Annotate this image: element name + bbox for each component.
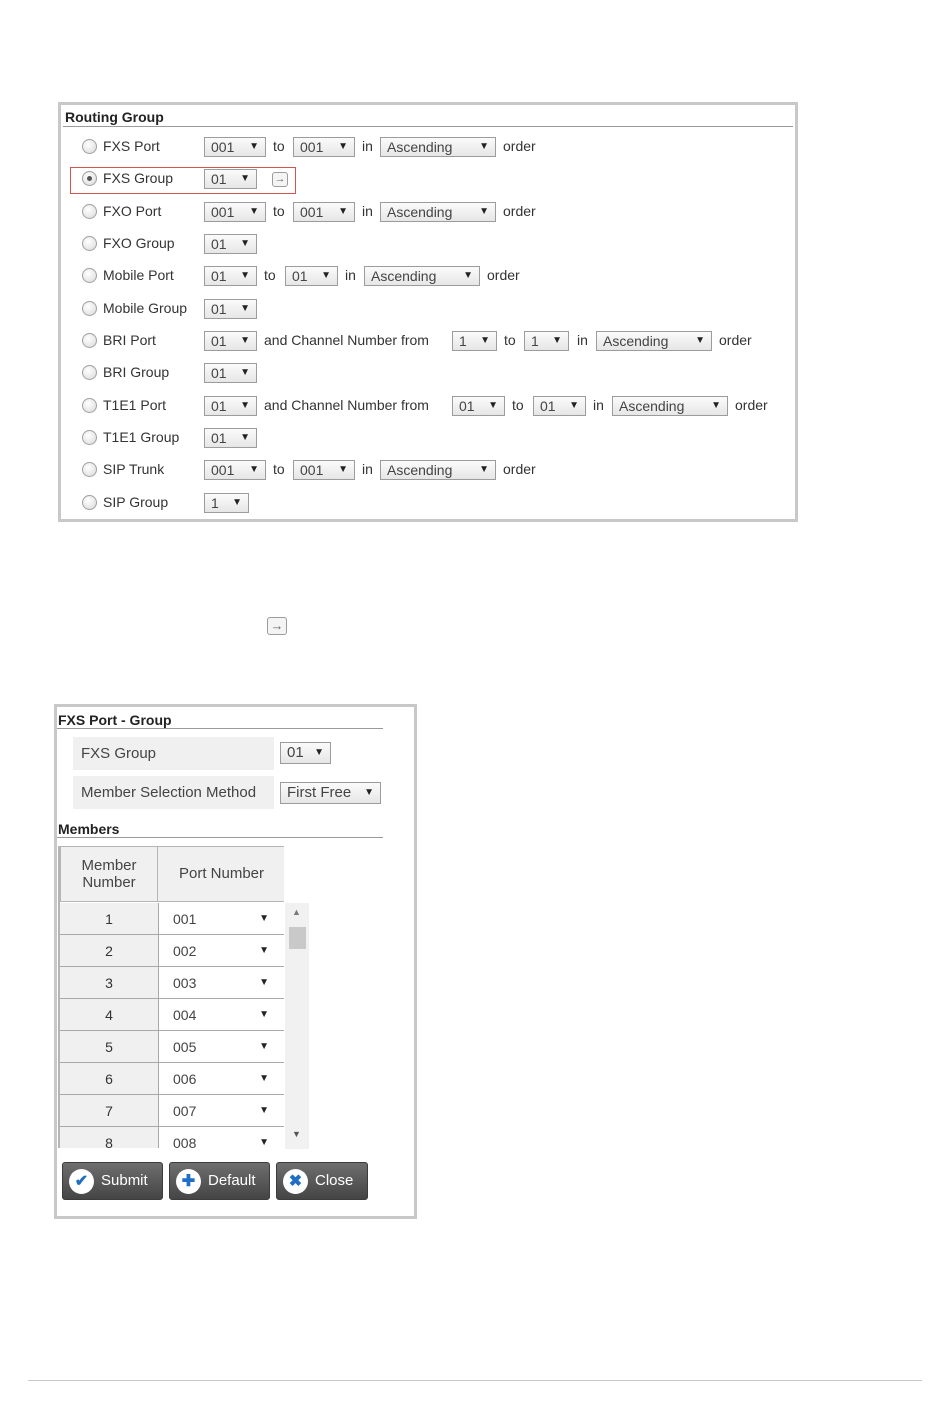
member-number: 4 (60, 999, 158, 1031)
to-text: to (273, 203, 285, 219)
chevron-down-icon: ▼ (232, 497, 242, 508)
to-port-select[interactable]: 01 ▼ (285, 266, 338, 286)
chevron-down-icon: ▼ (240, 270, 250, 281)
mobile-group-select[interactable]: 01 ▼ (204, 299, 257, 319)
routing-row-fxs-group (61, 168, 795, 190)
members-scrollbar[interactable] (285, 903, 309, 1149)
close-button[interactable] (276, 1162, 368, 1200)
routing-label: BRI Port (103, 332, 156, 348)
table-row (60, 935, 284, 967)
table-row (60, 1063, 284, 1095)
fxs-port-group-dialog (54, 704, 417, 1219)
routing-row-sip-group (61, 492, 795, 514)
order-select[interactable]: Ascending ▼ (380, 202, 496, 222)
dialog-title: FXS Port - Group (58, 712, 172, 728)
chevron-down-icon: ▼ (240, 400, 250, 411)
chevron-down-icon: ▼ (249, 464, 259, 475)
chevron-down-icon: ▼ (240, 432, 250, 443)
chevron-down-icon: ▼ (711, 400, 721, 411)
to-text: to (504, 332, 516, 348)
from-port-select[interactable]: 001 ▼ (204, 137, 266, 157)
chevron-down-icon: ▼ (488, 400, 498, 411)
scroll-down-arrow-icon[interactable]: ▼ (292, 1129, 301, 1139)
routing-row-mobile-group (61, 298, 795, 320)
routing-row-bri-group (61, 362, 795, 384)
default-label: Default (208, 1172, 256, 1189)
members-table (58, 846, 284, 1148)
routing-row-t1e1-group (61, 427, 795, 449)
to-text: to (273, 461, 285, 477)
to-text: to (512, 397, 524, 413)
routing-label: FXO Group (103, 235, 175, 251)
chevron-down-icon: ▼ (479, 141, 489, 152)
radio-fxs-group[interactable] (82, 171, 97, 186)
table-row (60, 1127, 284, 1148)
order-text: order (503, 203, 536, 219)
member-number: 8 (60, 1127, 158, 1148)
chevron-down-icon: ▼ (240, 303, 250, 314)
t1e1-group-select[interactable]: 01 ▼ (204, 428, 257, 448)
chevron-down-icon: ▼ (463, 270, 473, 281)
channel-number-text: and Channel Number from (264, 332, 429, 348)
order-select[interactable]: Ascending ▼ (380, 137, 496, 157)
chevron-down-icon: ▼ (338, 141, 348, 152)
chevron-down-icon: ▼ (240, 173, 250, 184)
chevron-down-icon: ▼ (338, 206, 348, 217)
fxs-group-select[interactable]: 01 ▼ (204, 169, 257, 189)
routing-label: SIP Trunk (103, 461, 165, 477)
close-icon: ✖ (283, 1169, 308, 1194)
chevron-down-icon: ▼ (259, 913, 269, 924)
submit-button[interactable] (62, 1162, 163, 1200)
radio-fxs-port[interactable] (82, 139, 97, 154)
routing-label: Mobile Group (103, 300, 188, 316)
chevron-down-icon: ▼ (249, 206, 259, 217)
in-text: in (577, 332, 588, 348)
port-number-select[interactable]: 006 ▼ (158, 1063, 284, 1095)
radio-bri-group[interactable] (82, 365, 97, 380)
in-text: in (362, 461, 373, 477)
radio-sip-trunk[interactable] (82, 462, 97, 477)
port-number-select[interactable]: 002 ▼ (158, 935, 284, 967)
in-text: in (345, 267, 356, 283)
chevron-down-icon: ▼ (552, 335, 562, 346)
chevron-down-icon: ▼ (480, 335, 490, 346)
chevron-down-icon: ▼ (240, 335, 250, 346)
bri-port-select[interactable]: 01 ▼ (204, 331, 257, 351)
radio-mobile-group[interactable] (82, 301, 97, 316)
routing-group-panel (58, 102, 798, 522)
chevron-down-icon: ▼ (259, 977, 269, 988)
member-number: 7 (60, 1095, 158, 1127)
chevron-down-icon: ▼ (338, 464, 348, 475)
channel-from-select[interactable]: 1 ▼ (452, 331, 497, 351)
default-settings-icon: ✚ (176, 1169, 201, 1194)
routing-label: T1E1 Group (103, 429, 180, 445)
t1e1-port-select[interactable]: 01 ▼ (204, 396, 257, 416)
order-select[interactable]: Ascending ▼ (596, 331, 712, 351)
member-selection-method-label: Member Selection Method (73, 776, 274, 809)
fxs-group-label: FXS Group (73, 737, 274, 770)
routing-label: FXS Port (103, 138, 160, 154)
order-select[interactable]: Ascending ▼ (364, 266, 480, 286)
radio-bri-port[interactable] (82, 333, 97, 348)
table-row (60, 967, 284, 999)
from-port-select[interactable]: 001 ▼ (204, 202, 266, 222)
close-label: Close (315, 1172, 354, 1189)
radio-fxo-group[interactable] (82, 236, 97, 251)
chevron-down-icon: ▼ (240, 238, 250, 249)
order-text: order (503, 461, 536, 477)
submit-label: Submit (101, 1172, 148, 1189)
routing-group-title: Routing Group (65, 109, 164, 125)
order-select[interactable]: Ascending ▼ (380, 460, 496, 480)
routing-row-mobile-port (61, 265, 795, 287)
title-divider (57, 728, 383, 729)
to-trunk-select[interactable]: 001 ▼ (293, 460, 355, 480)
member-number: 6 (60, 1063, 158, 1095)
radio-mobile-port[interactable] (82, 268, 97, 283)
members-divider (57, 837, 383, 838)
radio-sip-group[interactable] (82, 495, 97, 510)
radio-t1e1-group[interactable] (82, 430, 97, 445)
routing-label: SIP Group (103, 494, 169, 510)
member-number: 5 (60, 1031, 158, 1063)
routing-label: T1E1 Port (103, 397, 167, 413)
port-number-select[interactable]: 008 ▼ (158, 1127, 284, 1148)
chevron-down-icon: ▼ (321, 270, 331, 281)
routing-label: FXO Port (103, 203, 162, 219)
chevron-down-icon: ▼ (259, 1009, 269, 1020)
routing-label: FXS Group (103, 170, 174, 186)
routing-label: Mobile Port (103, 267, 174, 283)
order-text: order (487, 267, 520, 283)
scrollbar-thumb[interactable] (289, 927, 306, 949)
member-number: 3 (60, 967, 158, 999)
routing-row-fxo-port (61, 201, 795, 223)
routing-row-bri-port (61, 330, 795, 352)
in-text: in (362, 138, 373, 154)
radio-t1e1-port[interactable] (82, 398, 97, 413)
routing-row-fxo-group (61, 233, 795, 255)
column-header-member-number: Member Number (60, 846, 158, 902)
chevron-down-icon: ▼ (314, 747, 324, 758)
chevron-down-icon: ▼ (259, 1073, 269, 1084)
port-number-select[interactable]: 005 ▼ (158, 1031, 284, 1063)
chevron-down-icon: ▼ (240, 367, 250, 378)
in-text: in (593, 397, 604, 413)
chevron-down-icon: ▼ (479, 206, 489, 217)
chevron-down-icon: ▼ (249, 141, 259, 152)
table-row (60, 903, 284, 935)
table-row (60, 1095, 284, 1127)
member-number: 1 (60, 903, 158, 935)
to-port-select[interactable]: 001 ▼ (293, 137, 355, 157)
sip-group-select[interactable]: 1 ▼ (204, 493, 249, 513)
channel-to-select[interactable]: 1 ▼ (524, 331, 569, 351)
member-number: 2 (60, 935, 158, 967)
to-text: to (264, 267, 276, 283)
order-text: order (735, 397, 768, 413)
table-row (60, 999, 284, 1031)
table-row (60, 1031, 284, 1063)
routing-label: BRI Group (103, 364, 170, 380)
arrow-right-icon: → (267, 617, 287, 635)
chevron-down-icon: ▼ (479, 464, 489, 475)
port-number-select[interactable]: 004 ▼ (158, 999, 284, 1031)
checkmark-icon: ✔ (69, 1169, 94, 1194)
chevron-down-icon: ▼ (259, 1041, 269, 1052)
fxo-group-select[interactable]: 01 ▼ (204, 234, 257, 254)
chevron-down-icon: ▼ (259, 945, 269, 956)
page-footer-divider (28, 1380, 922, 1381)
chevron-down-icon: ▼ (259, 1105, 269, 1116)
port-number-select[interactable]: 003 ▼ (158, 967, 284, 999)
port-number-select[interactable]: 007 ▼ (158, 1095, 284, 1127)
chevron-down-icon: ▼ (569, 400, 579, 411)
chevron-down-icon: ▼ (695, 335, 705, 346)
order-text: order (503, 138, 536, 154)
channel-from-select[interactable]: 01 ▼ (452, 396, 505, 416)
scroll-up-arrow-icon[interactable]: ▲ (292, 907, 301, 917)
in-text: in (362, 203, 373, 219)
default-button[interactable] (169, 1162, 270, 1200)
order-select[interactable]: Ascending ▼ (612, 396, 728, 416)
channel-to-select[interactable]: 01 ▼ (533, 396, 586, 416)
routing-row-sip-trunk (61, 459, 795, 481)
port-number-select[interactable]: 001 ▼ (158, 903, 284, 935)
channel-number-text: and Channel Number from (264, 397, 429, 413)
from-port-select[interactable]: 01 ▼ (204, 266, 257, 286)
arrow-right-icon[interactable]: → (272, 172, 288, 187)
radio-fxo-port[interactable] (82, 204, 97, 219)
member-selection-method-select[interactable]: First Free ▼ (280, 782, 381, 804)
routing-row-fxs-port (61, 136, 795, 158)
to-text: to (273, 138, 285, 154)
to-port-select[interactable]: 001 ▼ (293, 202, 355, 222)
column-header-port-number: Port Number (157, 846, 284, 902)
from-trunk-select[interactable]: 001 ▼ (204, 460, 266, 480)
members-title: Members (58, 821, 120, 837)
chevron-down-icon: ▼ (259, 1137, 269, 1148)
chevron-down-icon: ▼ (364, 787, 374, 798)
title-divider (63, 126, 793, 127)
routing-row-t1e1-port (61, 395, 795, 417)
order-text: order (719, 332, 752, 348)
fxs-group-select[interactable]: 01 ▼ (280, 742, 331, 764)
bri-group-select[interactable]: 01 ▼ (204, 363, 257, 383)
